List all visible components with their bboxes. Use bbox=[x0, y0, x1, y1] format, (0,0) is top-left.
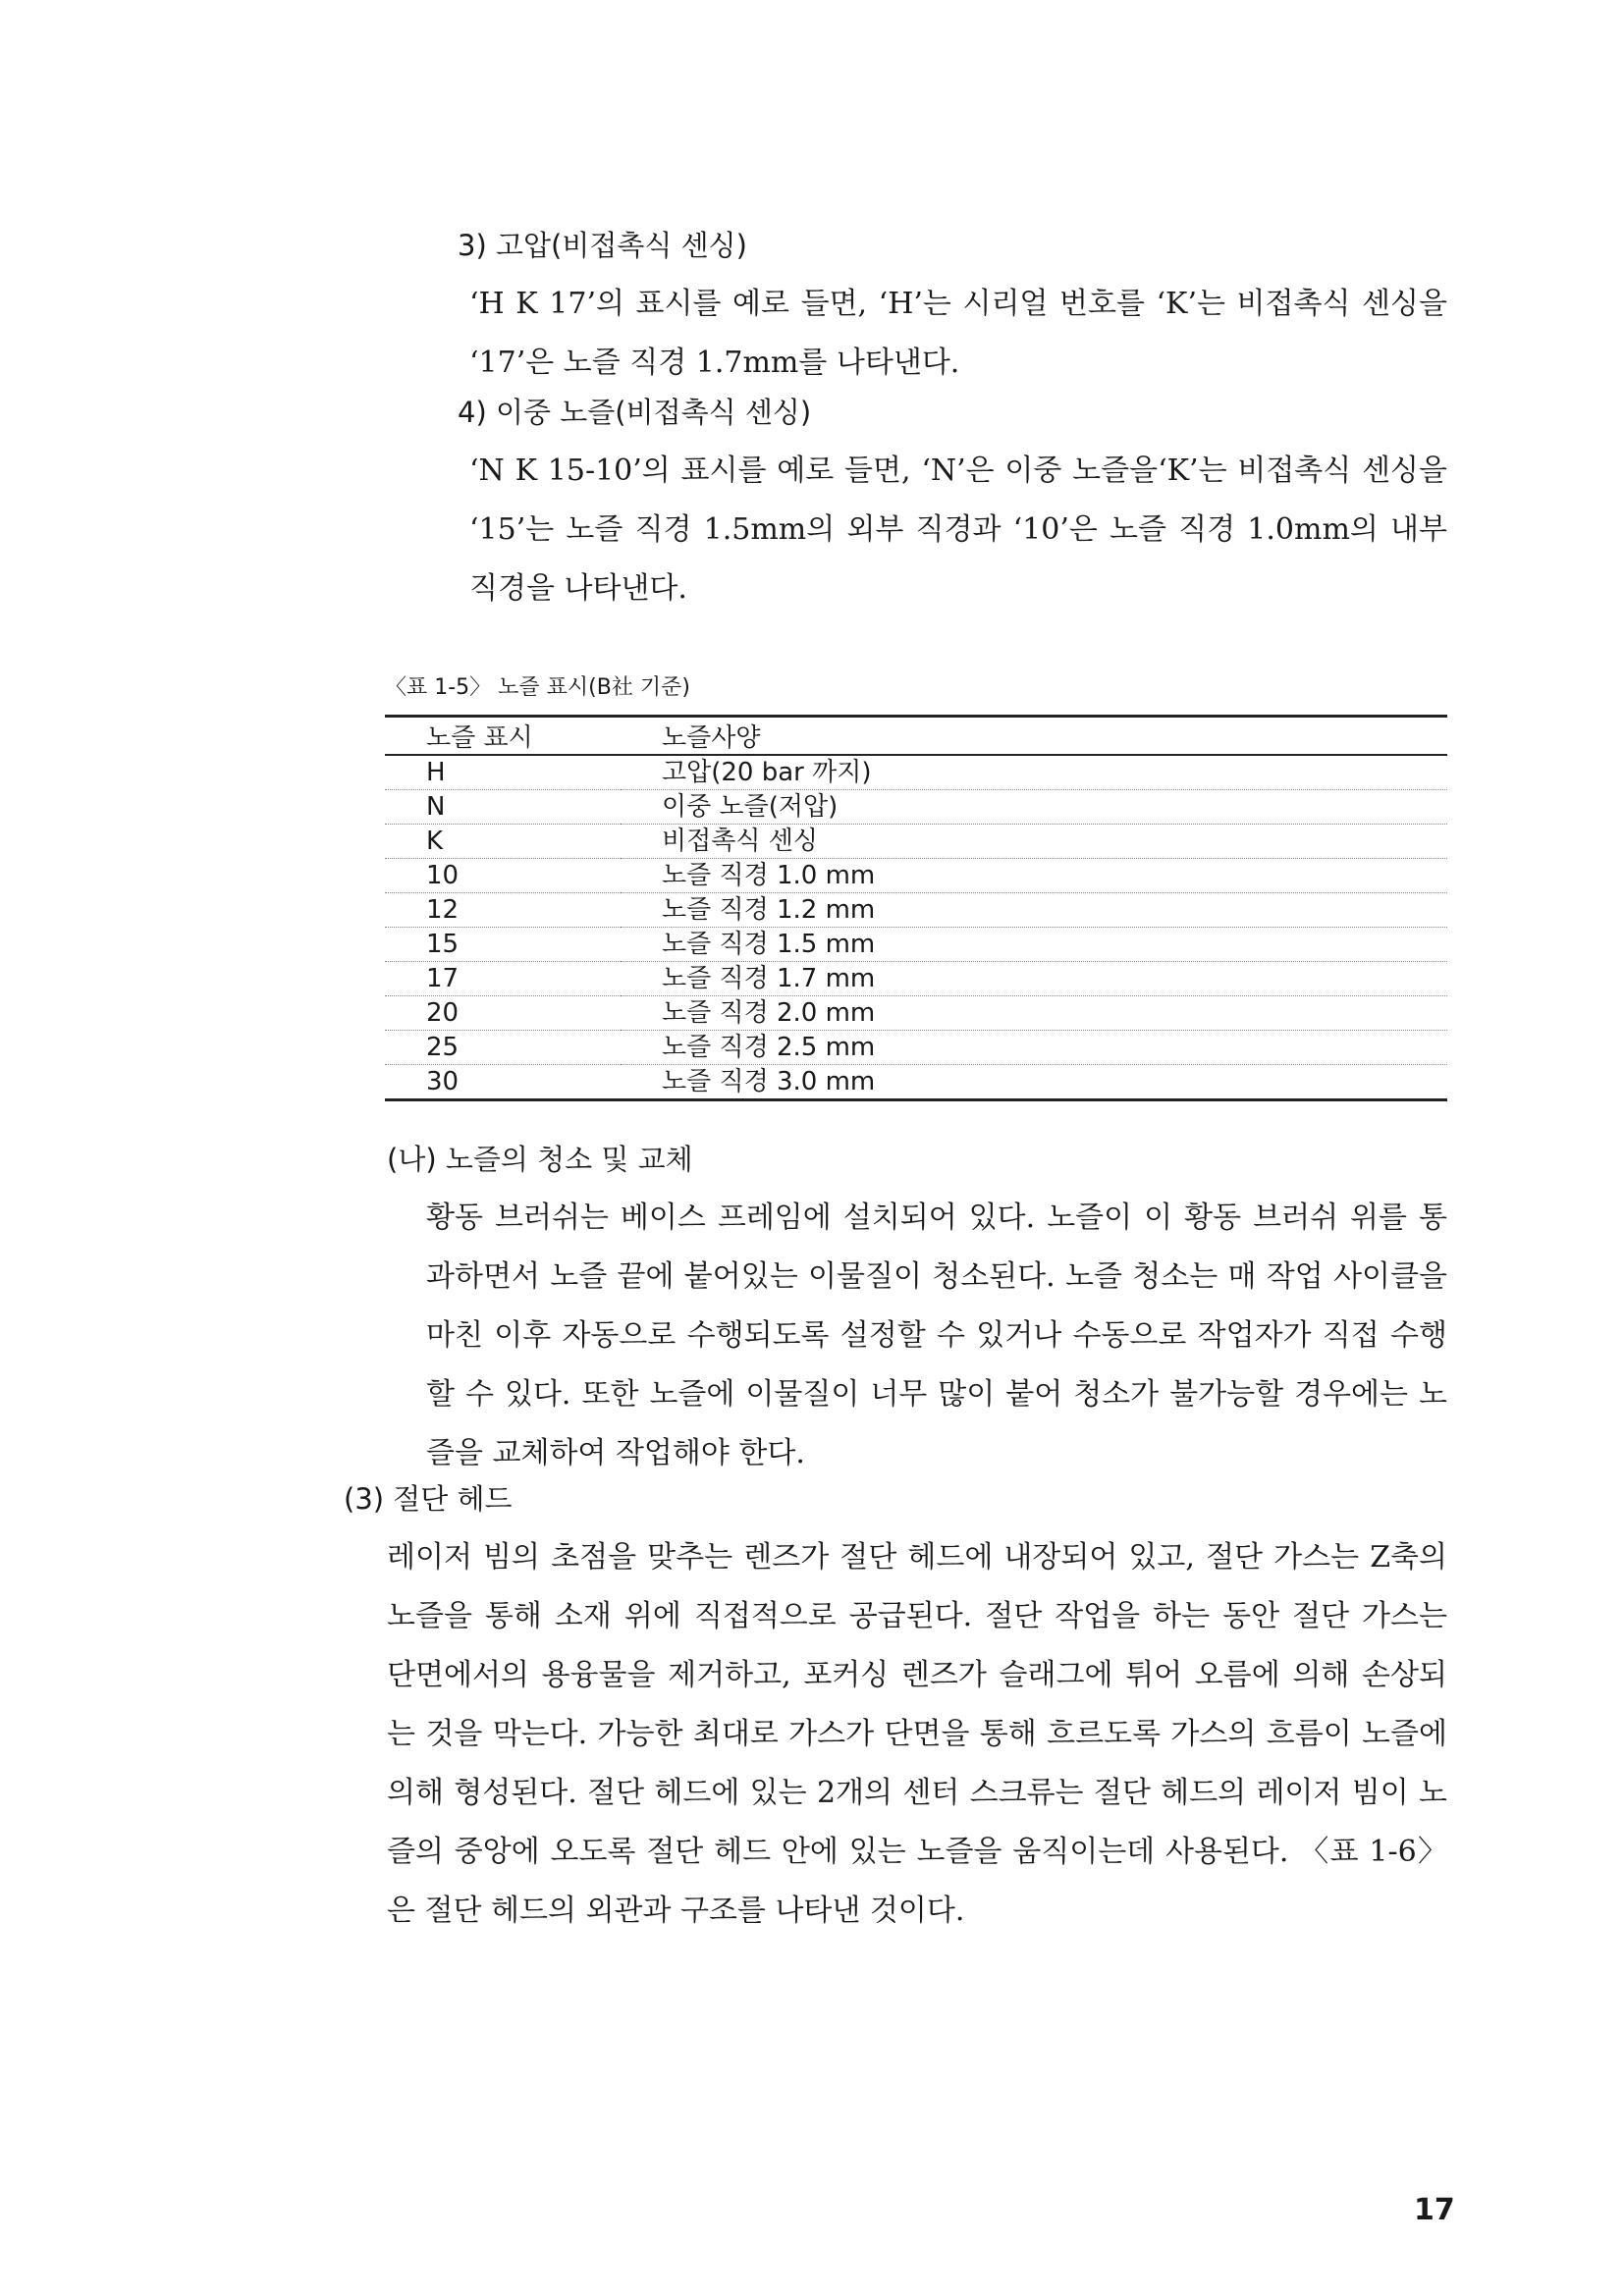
cell-spec: 노즐 직경 2.5 mm bbox=[621, 1031, 1447, 1065]
cell-code: 20 bbox=[385, 996, 621, 1031]
cell-spec: 노즐 직경 1.0 mm bbox=[621, 859, 1447, 893]
paragraph-high-pressure: ‘H K 17’의 표시를 예로 들면, ‘H’는 시리얼 번호를 ‘K’는 비접촉식 센싱을 ‘17’은 노즐 직경 1.7mm를 나타낸다. bbox=[469, 287, 1447, 380]
nozzle-spec-table bbox=[385, 715, 1447, 1101]
cell-spec: 노즐 직경 1.7 mm bbox=[621, 962, 1447, 996]
cell-spec: 비접촉식 센싱 bbox=[621, 825, 1447, 859]
table-row bbox=[385, 1031, 1447, 1065]
column-header-code: 노즐 표시 bbox=[385, 717, 621, 756]
cell-spec: 노즐 직경 3.0 mm bbox=[662, 1067, 876, 1096]
cell-code: 15 bbox=[385, 928, 621, 962]
cell-code: 25 bbox=[385, 1031, 621, 1065]
paragraph-cutting-head: 레이저 빔의 초점을 맞추는 렌즈가 절단 헤드에 내장되어 있고, 절단 가스는 Z축의 노즐을 통해 소재 위에 직접적으로 공급된다. 절단 작업을 하는 동안 절단 가스는 단면에서의 용융물을 제거하고, 포커싱 렌즈가 슬래그에 튀어 오름에 의해 손상되는 것을 막는다. 가능한 최대로 가스가 단면을 통해 흐르도록 가스의 흐름이 노즐에 의해 형성된다. 절단 헤드에 있는 2개의 센터 스크류는 절단 헤드의 레이저 빔이 노즐의 중앙에 오도록 절단 헤드 안에 있는 노즐을 움직이는데 사용된다. 〈표 1-6〉은 절단 헤드의 외관과 구조를 나타낸 것이다. bbox=[387, 1540, 1447, 1928]
cell-spec: 고압(20 bar 까지) bbox=[621, 755, 1447, 790]
heading-high-pressure: 3) 고압(비접촉식 센싱) bbox=[458, 229, 747, 262]
table-row bbox=[385, 893, 1447, 928]
table-row bbox=[385, 755, 1447, 790]
cell-code: K bbox=[385, 825, 621, 859]
cell-code: 12 bbox=[385, 893, 621, 928]
table-row bbox=[385, 1065, 1447, 1100]
heading-nozzle-cleaning: (나) 노즐의 청소 및 교체 bbox=[387, 1143, 693, 1176]
table-row bbox=[385, 962, 1447, 996]
table-row bbox=[385, 996, 1447, 1031]
table-caption: 〈표 1-5〉 노즐 표시(B社 기준) bbox=[385, 675, 690, 700]
table-row bbox=[385, 790, 1447, 825]
page-number: 17 bbox=[1414, 2193, 1455, 2227]
cell-code: 17 bbox=[385, 962, 621, 996]
cell-spec: 노즐 직경 2.0 mm bbox=[621, 996, 1447, 1031]
paragraph-nozzle-cleaning: 황동 브러쉬는 베이스 프레임에 설치되어 있다. 노즐이 이 황동 브러쉬 위를 통과하면서 노즐 끝에 붙어있는 이물질이 청소된다. 노즐 청소는 매 작업 사이클을 마친 이후 자동으로 수행되도록 설정할 수 있거나 수동으로 작업자가 직접 수행할 수 있다. 또한 노즐에 이물질이 너무 많이 붙어 청소가 불가능할 경우에는 노즐을 교체하여 작업해야 한다. bbox=[426, 1201, 1447, 1470]
heading-cutting-head: (3) 절단 헤드 bbox=[344, 1482, 513, 1516]
cell-code: 10 bbox=[385, 859, 621, 893]
table-header-row bbox=[385, 717, 1447, 756]
cell-code: N bbox=[385, 790, 621, 825]
paragraph-dual-nozzle: ‘N K 15-10’의 표시를 예로 들면, ‘N’은 이중 노즐을‘K’는 비접촉식 센싱을 ‘15’는 노즐 직경 1.5mm의 외부 직경과 ‘10’은 노즐 직경 1.0mm의 내부 직경을 나타낸다. bbox=[469, 454, 1447, 606]
column-header-spec: 노즐사양 bbox=[621, 717, 1447, 756]
cell-spec: 노즐 직경 1.2 mm bbox=[621, 893, 1447, 928]
table-row bbox=[385, 859, 1447, 893]
heading-dual-nozzle: 4) 이중 노즐(비접촉식 센싱) bbox=[458, 396, 812, 429]
cell-code: 30 bbox=[426, 1067, 460, 1096]
table-row bbox=[385, 825, 1447, 859]
cell-spec: 노즐 직경 1.5 mm bbox=[621, 928, 1447, 962]
cell-spec: 이중 노즐(저압) bbox=[621, 790, 1447, 825]
table-row bbox=[385, 928, 1447, 962]
cell-code: H bbox=[385, 755, 621, 790]
